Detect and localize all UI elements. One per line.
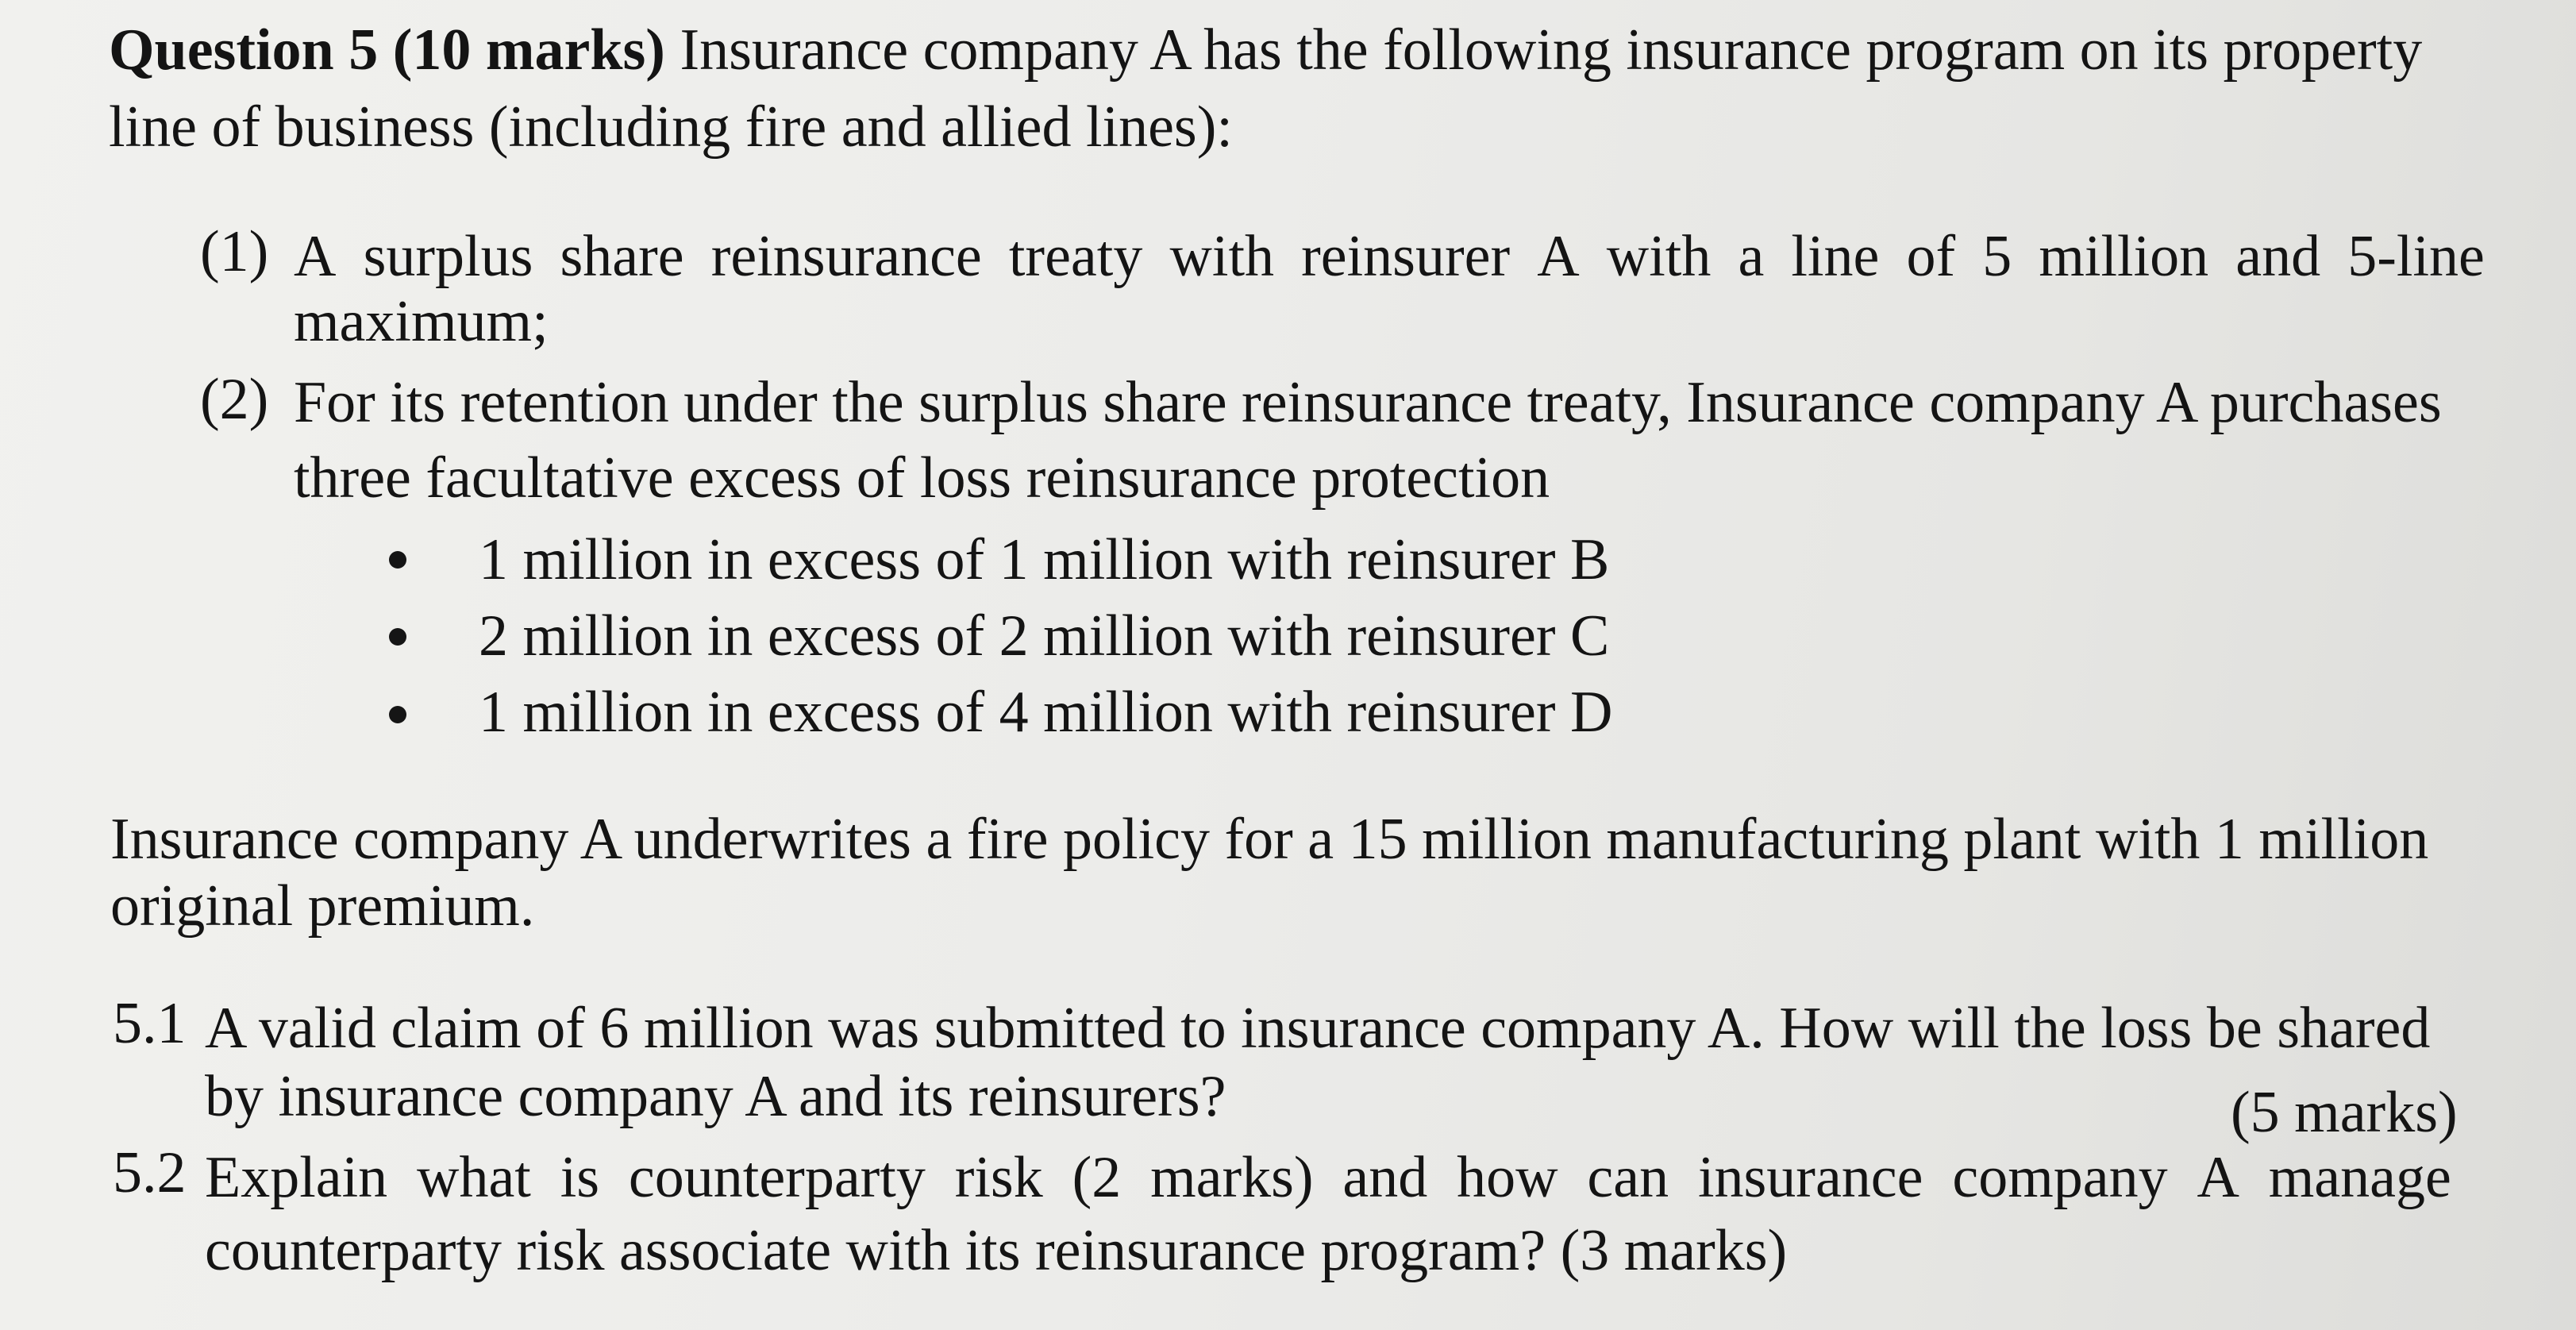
word: surplus (363, 224, 533, 289)
word: treaty (1008, 224, 1143, 289)
bullet-dot (389, 628, 406, 646)
word: A (1537, 224, 1580, 289)
word: (2 (1072, 1145, 1122, 1210)
intro-line-2: line of business (including fire and allied lines): (109, 94, 1233, 160)
bullet-dot (389, 551, 406, 569)
subquestion-5-2-line-1 (205, 1142, 2451, 1213)
item-2-line-1: For its retention under the surplus share reinsurance treaty, Insurance company A purchases (294, 370, 2442, 435)
word: A (294, 224, 337, 289)
subquestion-5-1-line-1: A valid claim of 6 million was submitted to insurance company A. How will the loss be shared (205, 996, 2431, 1061)
subquestion-5-1-number: 5.1 (113, 991, 187, 1056)
word: and (1342, 1145, 1428, 1210)
word: Explain (205, 1145, 388, 1210)
word: 5 (1982, 224, 2012, 289)
word: and (2235, 224, 2321, 289)
word: insurance (1697, 1145, 1923, 1210)
word: reinsurer (1301, 224, 1511, 289)
scenario-line-1: Insurance company A underwrites a fire policy for a 15 million manufacturing plant with 1 million (110, 807, 2429, 872)
bullet-item-3: 1 million in excess of 4 million with reinsurer D (479, 680, 1613, 745)
bullet-item-2: 2 million in excess of 2 million with reinsurer C (479, 603, 1610, 669)
scenario-line-2: original premium. (110, 873, 535, 939)
word: million (2039, 224, 2209, 289)
word: with (1169, 224, 1274, 289)
word: 5-line (2347, 224, 2485, 289)
word: with (1606, 224, 1712, 289)
word: of (1906, 224, 1956, 289)
word: risk (954, 1145, 1043, 1210)
word: what (417, 1145, 531, 1210)
word: can (1587, 1145, 1669, 1210)
word: a (1738, 224, 1765, 289)
subquestion-5-1-line-2: by insurance company A and its reinsurers? (205, 1064, 1226, 1129)
item-1-line-1 (294, 221, 2485, 292)
subquestion-5-2-number: 5.2 (113, 1140, 187, 1205)
word: share (560, 224, 684, 289)
intro-line-1 (109, 14, 2422, 86)
question-heading: Question 5 (10 marks) (109, 17, 665, 83)
bullet-item-1: 1 million in excess of 1 million with reinsurer B (479, 527, 1610, 592)
word: reinsurance (710, 224, 982, 289)
item-1-number: (1) (200, 219, 269, 284)
intro-text: Insurance company A has the following insurance program on its property (680, 17, 2423, 83)
word: is (560, 1145, 600, 1210)
subquestion-5-2-line-2: counterparty risk associate with its reinsurance program? (3 marks) (205, 1218, 1788, 1283)
word: company (1952, 1145, 2168, 1210)
word: manage (2268, 1145, 2451, 1210)
item-2-line-2: three facultative excess of loss reinsurance protection (294, 445, 1550, 511)
word: how (1457, 1145, 1558, 1210)
word: A (2197, 1145, 2239, 1210)
word: line (1791, 224, 1880, 289)
bullet-dot (389, 706, 406, 723)
item-1-line-2: maximum; (294, 289, 549, 354)
item-2-number: (2) (200, 367, 269, 432)
subquestion-5-1-marks: (5 marks) (2231, 1080, 2458, 1145)
word: counterparty (628, 1145, 926, 1210)
word: marks) (1150, 1145, 1314, 1210)
